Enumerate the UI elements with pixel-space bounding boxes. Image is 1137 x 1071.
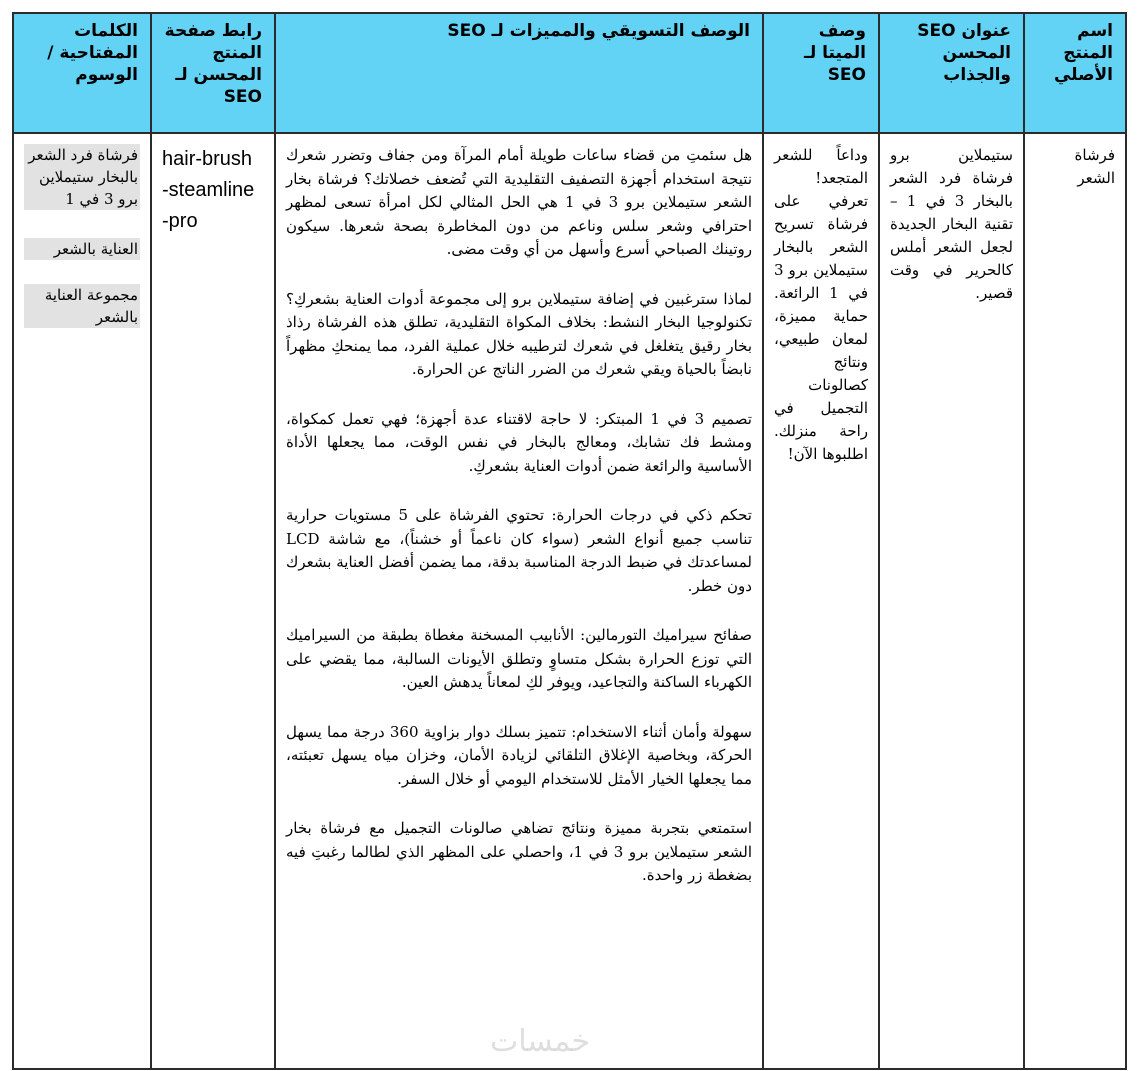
header-page-url: رابط صفحة المنتج المحسن لـ SEO <box>151 13 275 133</box>
cell-marketing-description <box>275 133 763 1069</box>
marketing-paragraph-safety: سهولة وأمان أثناء الاستخدام: تتميز بسلك دوار بزاوية 360 درجة مما يسهل الحركة، وبخاصية الإغلاق التلقائي لزيادة الأمان، وخزان مياه يسهل تعبئته، مما يجعلها الخيار الأمثل للاستخدام اليومي أو خلال السفر. <box>286 722 752 788</box>
cell-meta-description: وداعاً للشعر المتجعد! تعرفي على فرشاة تسريح الشعر بالبخار ستيملاين برو 3 في 1 الرائعة. حماية مميزة، لمعان طبيعي، ونتائج كصالونات التجميل في راحة منزلك. اطلبوها الآن! <box>763 133 879 1069</box>
seo-product-sheet <box>12 12 1125 1070</box>
marketing-paragraph-steam-tech: لماذا سترغبين في إضافة ستيملاين برو إلى مجموعة أدوات العناية بشعركِ؟ تكنولوجيا البخار النشط: بخلاف المكواة التقليدية، تطلق هذه الفرشاة رذاذ بخار رقيق يتغلغل في شعرك لترطيبه خلال عملية الفرد، مما يمنحكِ مظهراً نابضاً بالحياة ويقي شعرك من الضرر الناتج عن الحرارة. <box>286 289 752 378</box>
table-header-row <box>13 13 1126 133</box>
url-part-2: -steamline <box>162 179 255 201</box>
marketing-paragraph-3in1-design: تصميم 3 في 1 المبتكر: لا حاجة لاقتناء عدة أجهزة؛ فهي تعمل كمكواة، ومشط فك تشابك، ومعالج بالبخار في نفس الوقت، مما يجعلها الأداة الأساسية والرائعة ضمن أدوات العناية بشعركِ. <box>286 409 752 475</box>
header-seo-title: عنوان SEO المحسن والجذاب <box>879 13 1024 133</box>
seo-product-table <box>12 12 1127 1070</box>
table-row <box>13 133 1126 1069</box>
cell-seo-title: ستيملاين برو فرشاة فرد الشعر بالبخار 3 في 1 – تقنية البخار الجديدة لجعل الشعر أملس كالحرير في وقت قصير. <box>879 133 1024 1069</box>
keyword-tag: العناية بالشعر <box>24 238 140 260</box>
cell-keywords <box>13 133 151 1069</box>
marketing-paragraph-temperature: تحكم ذكي في درجات الحرارة: تحتوي الفرشاة على 5 مستويات حرارية تناسب جميع أنواع الشعر (سواء كان ناعماً أو خشناً)، مع شاشة LCD لمساعدتك في ضبط الدرجة المناسبة بدقة، مما يضمن أفضل العناية بشعرك دون خطر. <box>286 506 752 595</box>
header-marketing-description: الوصف التسويقي والمميزات لـ SEO <box>275 13 763 133</box>
keyword-tag: مجموعة العناية بالشعر <box>24 284 140 328</box>
header-keywords: الكلمات المفتاحية / الوسوم <box>13 13 151 133</box>
marketing-paragraph-intro: هل سئمتِ من قضاء ساعات طويلة أمام المرآة ومن جفاف وتضرر شعرك نتيجة استخدام أجهزة التصفيف التقليدية التي تُضعف خصلاتك؟ فرشاة بخار الشعر ستيملاين برو 3 في 1 هي الحل المثالي لكل امرأة تسعى لمظهر احترافي وشعر سلس وناعم من دون المخاطرة بصحة شعرها. سيكون روتينك الصباحي أسرع وأسهل من أي وقت مضى. <box>286 146 752 258</box>
url-part-3: -pro <box>162 210 198 232</box>
header-meta-description: وصف الميتا لـ SEO <box>763 13 879 133</box>
watermark-logo: خمسات <box>490 1024 591 1059</box>
marketing-paragraph-ceramic: صفائح سيراميك التورمالين: الأنابيب المسخنة مغطاة بطبقة من السيراميك التي توزع الحرارة بشكل متساوٍ وتطلق الأيونات السالبة، مما يقضي على الكهرباء الساكنة والتجاعيد، ويوفر لكِ لمعاناً يدهش العين. <box>286 626 752 691</box>
cell-original-name: فرشاة الشعر <box>1024 133 1126 1069</box>
keyword-tag: فرشاة فرد الشعر بالبخار ستيملاين برو 3 في 1 <box>24 144 140 210</box>
cell-page-url <box>151 133 275 1069</box>
url-part-1: hair-brush <box>162 148 253 170</box>
header-original-name: اسم المنتج الأصلي <box>1024 13 1126 133</box>
marketing-paragraph-closing: استمتعي بتجربة مميزة ونتائج تضاهي صالونات التجميل مع فرشاة بخار الشعر ستيملاين برو 3 في 1، واحصلي على المظهر الذي لطالما رغبتِ فيه بضغطة زر واحدة. <box>286 819 752 884</box>
